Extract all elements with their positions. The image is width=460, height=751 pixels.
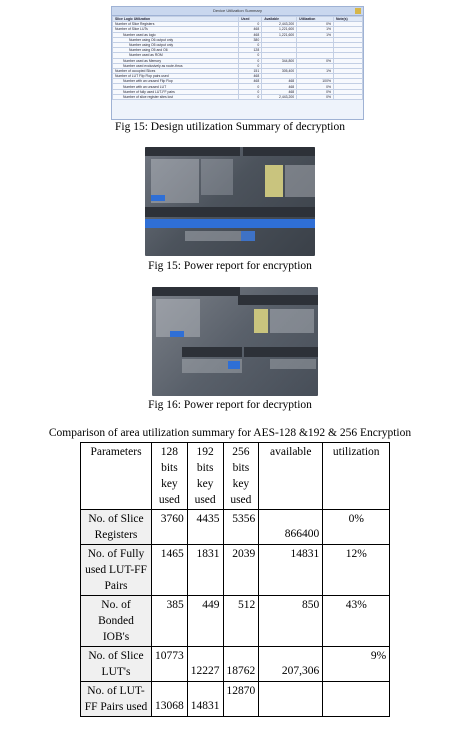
row-available: 468 [262,79,297,84]
row-used: 0 [239,22,262,27]
param-cell: No. of Slice LUT's [81,647,152,682]
value-192: 14831 [187,682,223,717]
header-parameters: Parameters [81,443,152,510]
value-utilization: 0% [323,510,390,545]
value-available: 207,306 [259,647,323,682]
comparison-table [80,442,390,717]
value-256: 12870 [223,682,259,717]
table-row [81,682,390,717]
row-label: Number used as Memory [113,58,239,63]
row-utilization: 100% [297,79,334,84]
window-close-icon [355,8,361,14]
row-label: Number of slice register sites lost [113,94,239,99]
header-available: available [259,443,323,510]
header-192-bits: 192 bits key used [187,443,223,510]
row-used: 468 [239,32,262,37]
table-title: Comparison of area utilization summary for AES-128 &192 & 256 Encryption [48,427,412,439]
header-256-bits: 256 bits key used [223,443,259,510]
row-label: Number with an unused Flip Flop [113,79,239,84]
value-utilization: 12% [323,545,390,596]
value-256: 2039 [223,545,259,596]
col-header: Used [239,17,262,22]
row-used: 0 [239,42,262,47]
value-available: 866400 [259,510,323,545]
row-label: Number used exclusively as route-thrus [113,63,239,68]
col-header: Utilization [297,17,334,22]
summary-title: Device Utilization Summary [213,8,262,13]
value-available [259,682,323,717]
param-cell: No. of Fully used LUT-FF Pairs [81,545,152,596]
header-128-bits: 128 bits key used [152,443,188,510]
row-label: Number of Slice Registers [113,22,239,27]
row-utilization: 1% [297,32,334,37]
row-label: Number using O5 output only [113,42,239,47]
figure-caption: Fig 15: Design utilization Summary of decryption [115,121,345,133]
value-128: 13068 [152,682,188,717]
row-utilization: 1% [297,68,334,73]
row-available: 344,800 [262,58,297,63]
value-utilization: 9% [323,647,390,682]
row-utilization: 0% [297,89,334,94]
row-available: 468 [262,84,297,89]
row-notes [333,94,362,99]
table-row [81,510,390,545]
param-cell: No. of Slice Registers [81,510,152,545]
row-label: Number with an unused LUT [113,84,239,89]
value-128: 1465 [152,545,188,596]
row-used: 0 [239,53,262,58]
row-used: 468 [239,27,262,32]
col-header: Available [262,17,297,22]
value-128: 3760 [152,510,188,545]
utilization-table [112,16,363,100]
row-utilization: 1% [297,27,334,32]
row-available: 2,443,200 [262,94,297,99]
row-used: 0 [239,94,262,99]
value-available: 14831 [259,545,323,596]
row-label: Number of fully used LUT-FF pairs [113,89,239,94]
figure-caption: Fig 15: Power report for encryption [148,260,312,272]
row-used: 468 [239,74,262,79]
power-report-decryption-photo [152,287,318,396]
row-utilization: 0% [297,94,334,99]
row-used: 0 [239,63,262,68]
value-192: 12227 [187,647,223,682]
value-192: 449 [187,596,223,647]
value-128: 10773 [152,647,188,682]
row-used: 468 [239,79,262,84]
value-256: 512 [223,596,259,647]
col-header: Slice Logic Utilization [113,17,239,22]
row-label: Number of occupied Slices [113,68,239,73]
header-utilization: utilization [323,443,390,510]
value-192: 1831 [187,545,223,596]
value-256: 18762 [223,647,259,682]
value-utilization: 43% [323,596,390,647]
col-header: Note(s) [333,17,362,22]
figure-caption: Fig 16: Power report for decryption [148,399,312,411]
row-utilization: 0% [297,58,334,63]
row-used: 0 [239,89,262,94]
row-label: Number of LUT Flip Flop pairs used [113,74,239,79]
row-used: 0 [239,58,262,63]
comparison-header-row [81,443,390,510]
value-available: 850 [259,596,323,647]
value-utilization [323,682,390,717]
summary-title-bar [112,7,363,16]
utilization-row [113,94,363,99]
row-used: 151 [239,68,262,73]
row-label: Number using O5 and O6 [113,48,239,53]
row-used: 0 [239,84,262,89]
row-label: Number of Slice LUTs [113,27,239,32]
table-row [81,647,390,682]
row-utilization: 0% [297,84,334,89]
value-192: 4435 [187,510,223,545]
value-256: 5356 [223,510,259,545]
table-row [81,596,390,647]
row-used: 128 [239,48,262,53]
design-utilization-screenshot [111,6,364,120]
row-available: 1,221,600 [262,27,297,32]
row-label: Number used as ROM [113,53,239,58]
row-available: 468 [262,89,297,94]
row-label: Number using O6 output only [113,37,239,42]
row-available: 2,443,200 [262,22,297,27]
param-cell: No. of Bonded IOB's [81,596,152,647]
param-cell: No. of LUT-FF Pairs used [81,682,152,717]
table-row [81,545,390,596]
row-used: 380 [239,37,262,42]
value-128: 385 [152,596,188,647]
row-utilization: 0% [297,22,334,27]
row-available: 305,400 [262,68,297,73]
row-label: Number used as logic [113,32,239,37]
row-available: 1,221,600 [262,32,297,37]
power-report-encryption-photo [145,147,315,256]
